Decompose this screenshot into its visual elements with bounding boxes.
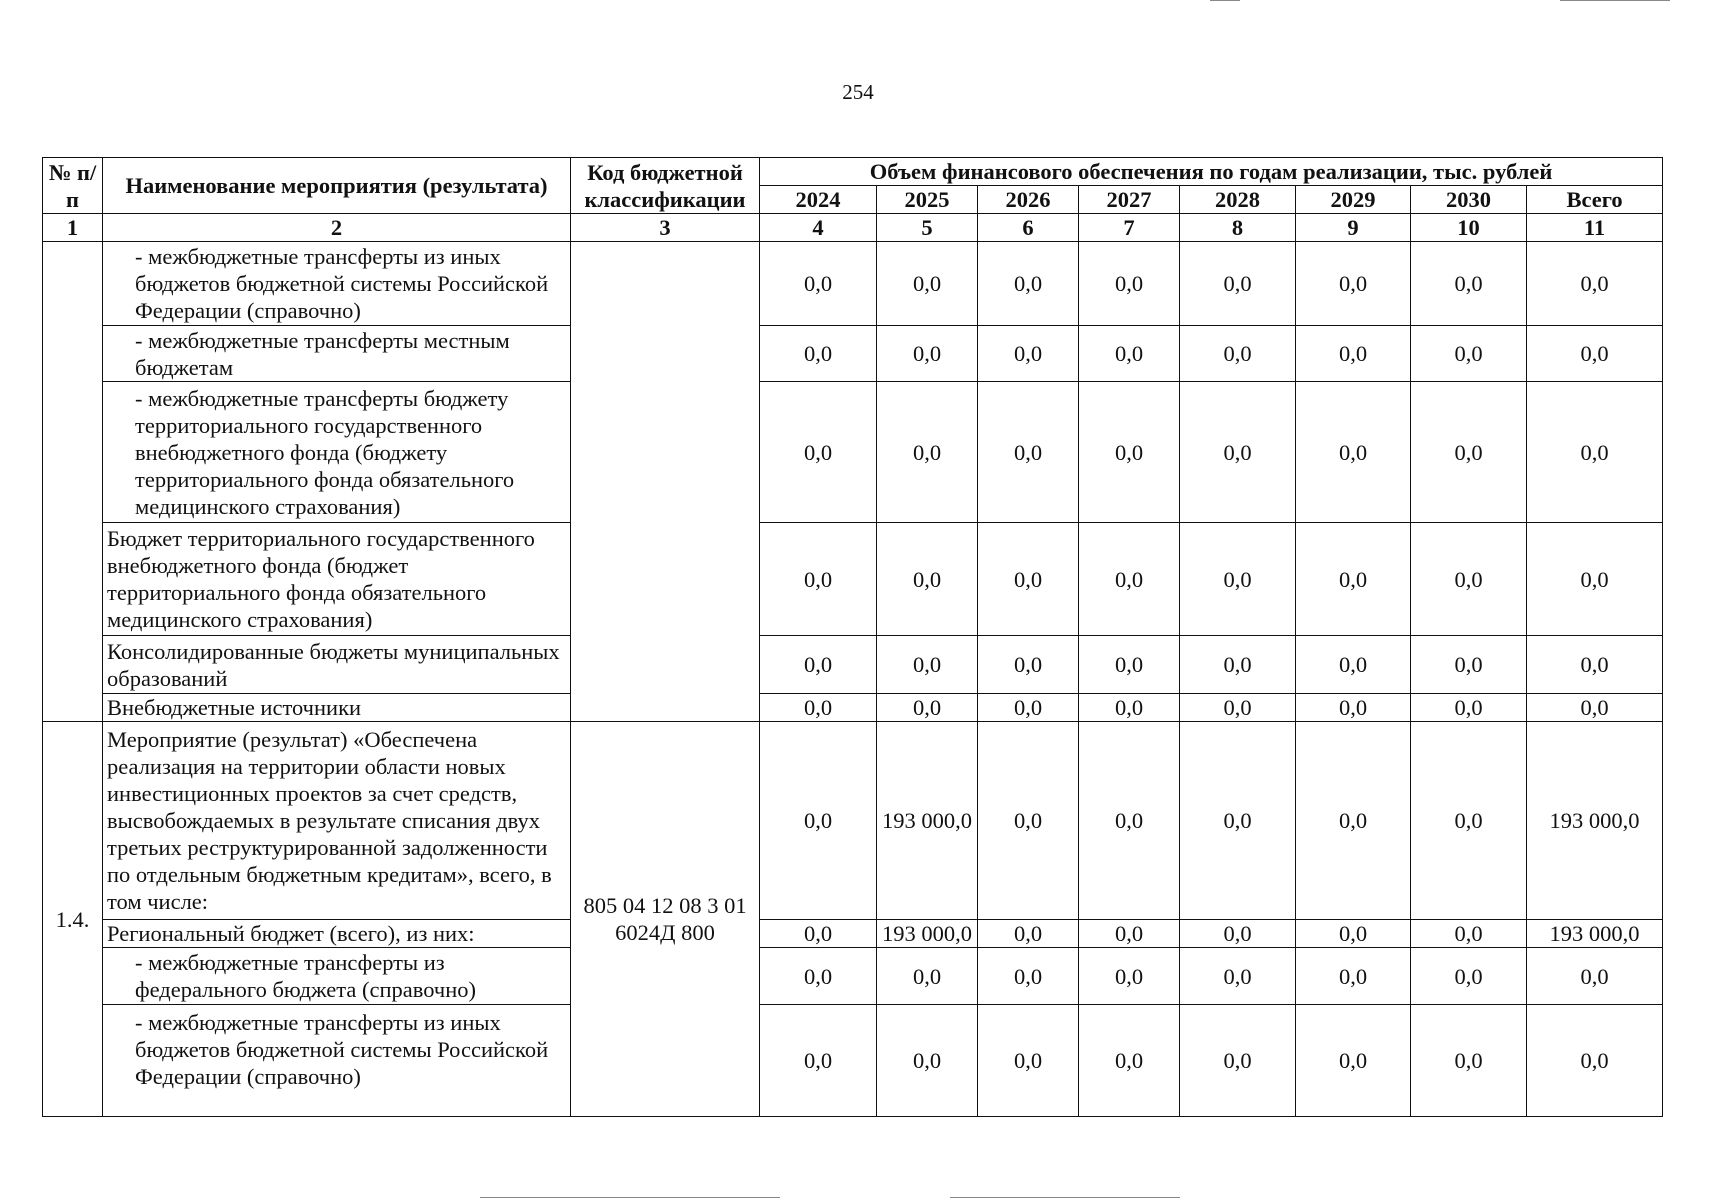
table-row [43,694,1663,722]
row-name: - межбюджетные трансферты местным бюджетам [103,326,571,382]
row-name: Региональный бюджет (всего), из них: [103,920,571,948]
header-year: 2026 [978,186,1079,214]
cell-value: 0,0 [1411,1005,1527,1117]
cell-value: 0,0 [1296,523,1411,636]
cell-value: 0,0 [1296,948,1411,1005]
table-row [43,722,1663,920]
row-name: - межбюджетные трансферты из иных бюджетов бюджетной системы Российской Федерации (справочно) [103,242,571,326]
cell-value: 0,0 [1527,636,1663,694]
cell-value: 193 000,0 [877,920,978,948]
header-row-top [43,158,1663,186]
column-number: 8 [1180,214,1296,242]
cell-value: 0,0 [1411,523,1527,636]
cell-value: 0,0 [1296,326,1411,382]
row-index [43,242,103,722]
cell-value: 0,0 [1296,694,1411,722]
cell-value: 0,0 [1527,694,1663,722]
column-number: 9 [1296,214,1411,242]
cell-value: 0,0 [760,242,877,326]
row-index: 1.4. [43,722,103,1117]
header-total: Всего [1527,186,1663,214]
cell-value: 0,0 [877,636,978,694]
cell-value: 0,0 [760,636,877,694]
cell-value: 193 000,0 [877,722,978,920]
cell-value: 0,0 [760,920,877,948]
table-row [43,242,1663,326]
cell-value: 193 000,0 [1527,920,1663,948]
cell-value: 0,0 [978,694,1079,722]
row-name: - межбюджетные трансферты из иных бюджетов бюджетной системы Российской Федерации (справочно) [103,1005,571,1117]
cell-value: 0,0 [1180,382,1296,523]
cell-value: 0,0 [1296,722,1411,920]
scan-artifact [950,1197,1180,1198]
cell-value: 0,0 [1079,523,1180,636]
cell-value: 0,0 [760,722,877,920]
cell-value: 0,0 [1527,382,1663,523]
cell-value: 0,0 [1411,382,1527,523]
cell-value: 0,0 [978,326,1079,382]
cell-value: 0,0 [877,242,978,326]
cell-value: 0,0 [978,1005,1079,1117]
column-number: 1 [43,214,103,242]
cell-value: 0,0 [1079,1005,1180,1117]
cell-value: 0,0 [1411,722,1527,920]
cell-value: 193 000,0 [1527,722,1663,920]
column-number: 6 [978,214,1079,242]
header-funding: Объем финансового обеспечения по годам реализации, тыс. рублей [760,158,1663,186]
cell-value: 0,0 [1079,326,1180,382]
header-index: № п/п [43,158,103,214]
row-code [571,242,760,722]
cell-value: 0,0 [760,948,877,1005]
cell-value: 0,0 [978,523,1079,636]
row-name: Мероприятие (результат) «Обеспечена реализация на территории области новых инвестиционных проектов за счет средств, высвобождаемых в результате списания двух третьих реструктурированной задолженности по отдельным бюджетным кредитам», всего, в том числе: [103,722,571,920]
cell-value: 0,0 [1411,948,1527,1005]
row-name: - межбюджетные трансферты бюджету территориального государственного внебюджетного фонда (бюджету территориального фонда обязательного медицинского страхования) [103,382,571,523]
table-row [43,1005,1663,1117]
cell-value: 0,0 [978,636,1079,694]
table-row [43,920,1663,948]
cell-value: 0,0 [1527,326,1663,382]
cell-value: 0,0 [1296,382,1411,523]
cell-value: 0,0 [877,948,978,1005]
cell-value: 0,0 [1411,694,1527,722]
cell-value: 0,0 [1079,694,1180,722]
header-year: 2025 [877,186,978,214]
cell-value: 0,0 [877,326,978,382]
cell-value: 0,0 [1411,920,1527,948]
row-name: Консолидированные бюджеты муниципальных образований [103,636,571,694]
cell-value: 0,0 [1527,242,1663,326]
scan-artifact [1560,0,1670,1]
table-row [43,382,1663,523]
cell-value: 0,0 [1296,920,1411,948]
cell-value: 0,0 [877,694,978,722]
row-name: - межбюджетные трансферты из федерального бюджета (справочно) [103,948,571,1005]
header-code: Код бюджетной классификации [571,158,760,214]
scan-artifact [1210,0,1240,1]
cell-value: 0,0 [1079,920,1180,948]
column-number: 11 [1527,214,1663,242]
cell-value: 0,0 [877,382,978,523]
column-number: 3 [571,214,760,242]
cell-value: 0,0 [760,694,877,722]
cell-value: 0,0 [1180,1005,1296,1117]
cell-value: 0,0 [1079,722,1180,920]
scan-artifact [480,1197,780,1198]
cell-value: 0,0 [1180,722,1296,920]
cell-value: 0,0 [1527,523,1663,636]
cell-value: 0,0 [1296,1005,1411,1117]
cell-value: 0,0 [978,722,1079,920]
column-number: 2 [103,214,571,242]
cell-value: 0,0 [760,523,877,636]
cell-value: 0,0 [760,326,877,382]
row-name: Внебюджетные источники [103,694,571,722]
header-year: 2029 [1296,186,1411,214]
cell-value: 0,0 [1527,1005,1663,1117]
budget-table [42,157,1663,1117]
cell-value: 0,0 [978,242,1079,326]
cell-value: 0,0 [1411,326,1527,382]
cell-value: 0,0 [978,920,1079,948]
table-row [43,523,1663,636]
cell-value: 0,0 [1411,242,1527,326]
header-year: 2027 [1079,186,1180,214]
cell-value: 0,0 [978,948,1079,1005]
cell-value: 0,0 [1180,326,1296,382]
table-row [43,326,1663,382]
cell-value: 0,0 [978,382,1079,523]
cell-value: 0,0 [1079,242,1180,326]
cell-value: 0,0 [1527,948,1663,1005]
cell-value: 0,0 [877,523,978,636]
column-number: 7 [1079,214,1180,242]
table-row [43,636,1663,694]
cell-value: 0,0 [760,382,877,523]
cell-value: 0,0 [1296,636,1411,694]
column-number: 10 [1411,214,1527,242]
cell-value: 0,0 [760,1005,877,1117]
header-year: 2030 [1411,186,1527,214]
cell-value: 0,0 [1180,948,1296,1005]
table-row [43,948,1663,1005]
column-number: 4 [760,214,877,242]
column-number-row [43,214,1663,242]
cell-value: 0,0 [1180,694,1296,722]
cell-value: 0,0 [1079,382,1180,523]
cell-value: 0,0 [1079,948,1180,1005]
header-year: 2028 [1180,186,1296,214]
row-code: 805 04 12 08 3 01 6024Д 800 [571,722,760,1117]
header-name: Наименование мероприятия (результата) [103,158,571,214]
cell-value: 0,0 [1079,636,1180,694]
cell-value: 0,0 [1180,523,1296,636]
cell-value: 0,0 [1296,242,1411,326]
row-name: Бюджет территориального государственного внебюджетного фонда (бюджет территориального фонда обязательного медицинского страхования) [103,523,571,636]
page-number: 254 [842,80,874,104]
column-number: 5 [877,214,978,242]
cell-value: 0,0 [1180,920,1296,948]
header-year: 2024 [760,186,877,214]
cell-value: 0,0 [1180,242,1296,326]
cell-value: 0,0 [1411,636,1527,694]
cell-value: 0,0 [1180,636,1296,694]
cell-value: 0,0 [877,1005,978,1117]
